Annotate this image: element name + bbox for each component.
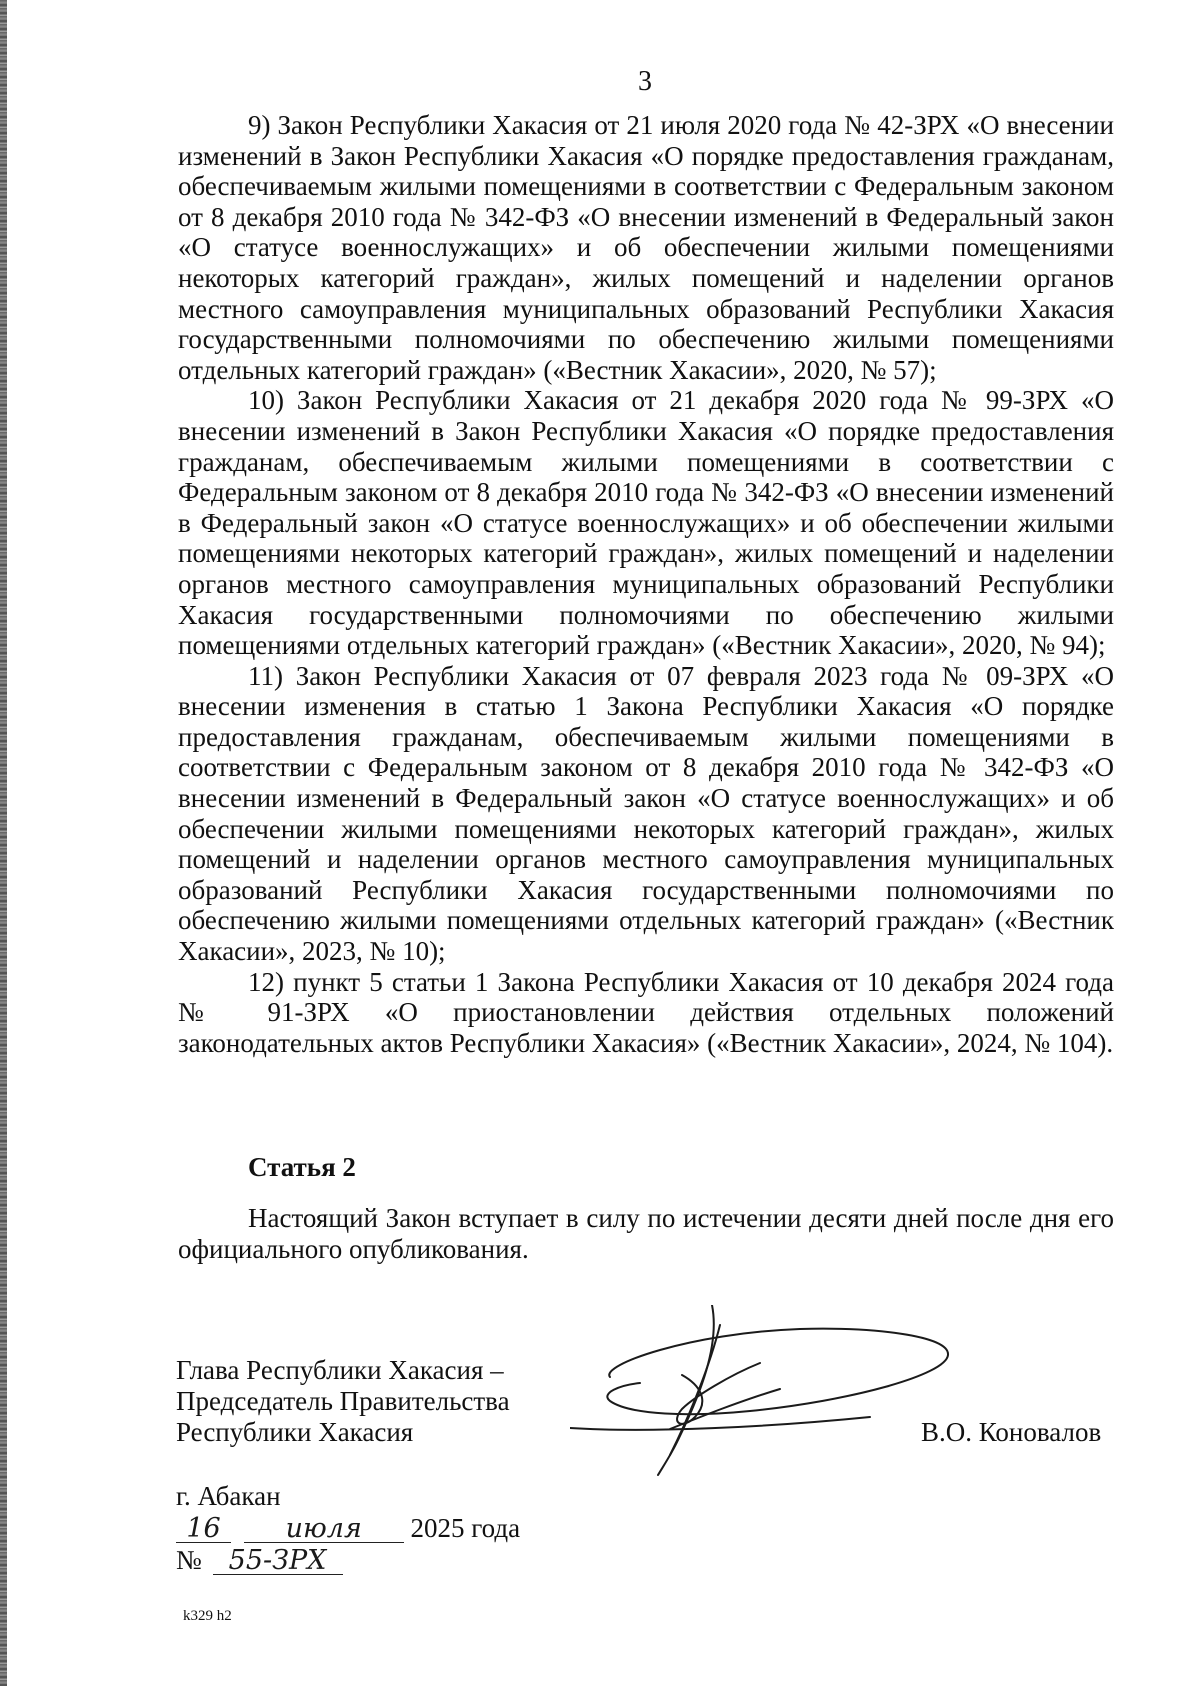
number-line (176, 1544, 520, 1576)
document-code: k329 h2 (183, 1608, 232, 1624)
date-line (176, 1512, 520, 1544)
scan-edge (0, 0, 7, 1686)
page-number: 3 (638, 66, 652, 97)
signature-image (570, 1305, 960, 1480)
list-item: 11) Закон Республики Хакасия от 07 февраля 2023 года № 09-ЗРХ «О внесении изменения в статью 1 Закона Республики Хакасия «О порядке предоставления гражданам, обеспечиваемым жилыми помещениями в соответствии с Федеральным законом от 8 декабря 2010 года № 342-ФЗ «О внесении изменений в Федеральный закон «О статусе военнослужащих» и об обеспечении жилыми помещениями некоторых категорий граждан», жилых помещений и наделении органов местного самоуправления муниципальных образований Республики Хакасия государственными полномочиями по обеспечению жилыми помещениями отдельных категорий граждан» («Вестник Хакасии», 2023, № 10); (178, 660, 1114, 967)
signatory-position (176, 1355, 510, 1448)
date-year: 2025 года (410, 1513, 521, 1543)
list-item: 10) Закон Республики Хакасия от 21 декабря 2020 года № 99-ЗРХ «О внесении изменений в Закон Республики Хакасия «О порядке предоставления гражданам, обеспечиваемым жилыми помещениями в соответствии с Федеральным законом от 8 декабря 2010 года № 342-ФЗ «О внесении изменений в Федеральный закон «О статусе военнослужащих» и об обеспечении жилыми помещениями некоторых категорий граждан», жилых помещений и наделении органов местного самоуправления муниципальных образований Республики Хакасия государственными полномочиями по обеспечению жилыми помещениями отдельных категорий граждан» («Вестник Хакасии», 2020, № 94); (178, 385, 1114, 661)
place-line (176, 1480, 520, 1512)
place-date-number (176, 1480, 520, 1576)
article-text: Настоящий Закон вступает в силу по истечении десяти дней после дня его официального опубликования. (178, 1203, 1114, 1264)
date-day: 16 (176, 1516, 231, 1543)
place: г. Абакан (176, 1481, 281, 1511)
signatory-name: В.О. Коновалов (921, 1417, 1102, 1447)
list-item: 9) Закон Республики Хакасия от 21 июля 2020 года № 42-ЗРХ «О внесении изменений в Закон Республики Хакасия «О порядке предоставления гражданам, обеспечиваемым жилыми помещениями в соответствии с Федеральным законом от 8 декабря 2010 года № 342-ФЗ «О внесении изменений в Федеральный закон «О статусе военнослужащих» и об обеспечении жилыми помещениями некоторых категорий граждан», жилых помещений и наделении органов местного самоуправления муниципальных образований Республики Хакасия государственными полномочиями по обеспечению жилыми помещениями отдельных категорий граждан» («Вестник Хакасии», 2020, № 57); (178, 110, 1114, 385)
list-item: 12) пункт 5 статьи 1 Закона Республики Хакасия от 10 декабря 2024 года № 91-ЗРХ «О приостановлении действия отдельных положений законодательных актов Республики Хакасия» («Вестник Хакасии», 2024, № 104). (178, 966, 1114, 1058)
position-line: Глава Республики Хакасия – (176, 1355, 504, 1385)
date-month: июля (244, 1516, 404, 1543)
position-line: Председатель Правительства (176, 1386, 510, 1416)
number-prefix: № (176, 1545, 202, 1575)
position-line: Республики Хакасия (176, 1417, 414, 1447)
article-title: Статья 2 (248, 1152, 356, 1182)
number-value: 55-ЗРХ (213, 1548, 343, 1575)
items-list (178, 110, 1114, 1058)
article-body (178, 1203, 1114, 1264)
